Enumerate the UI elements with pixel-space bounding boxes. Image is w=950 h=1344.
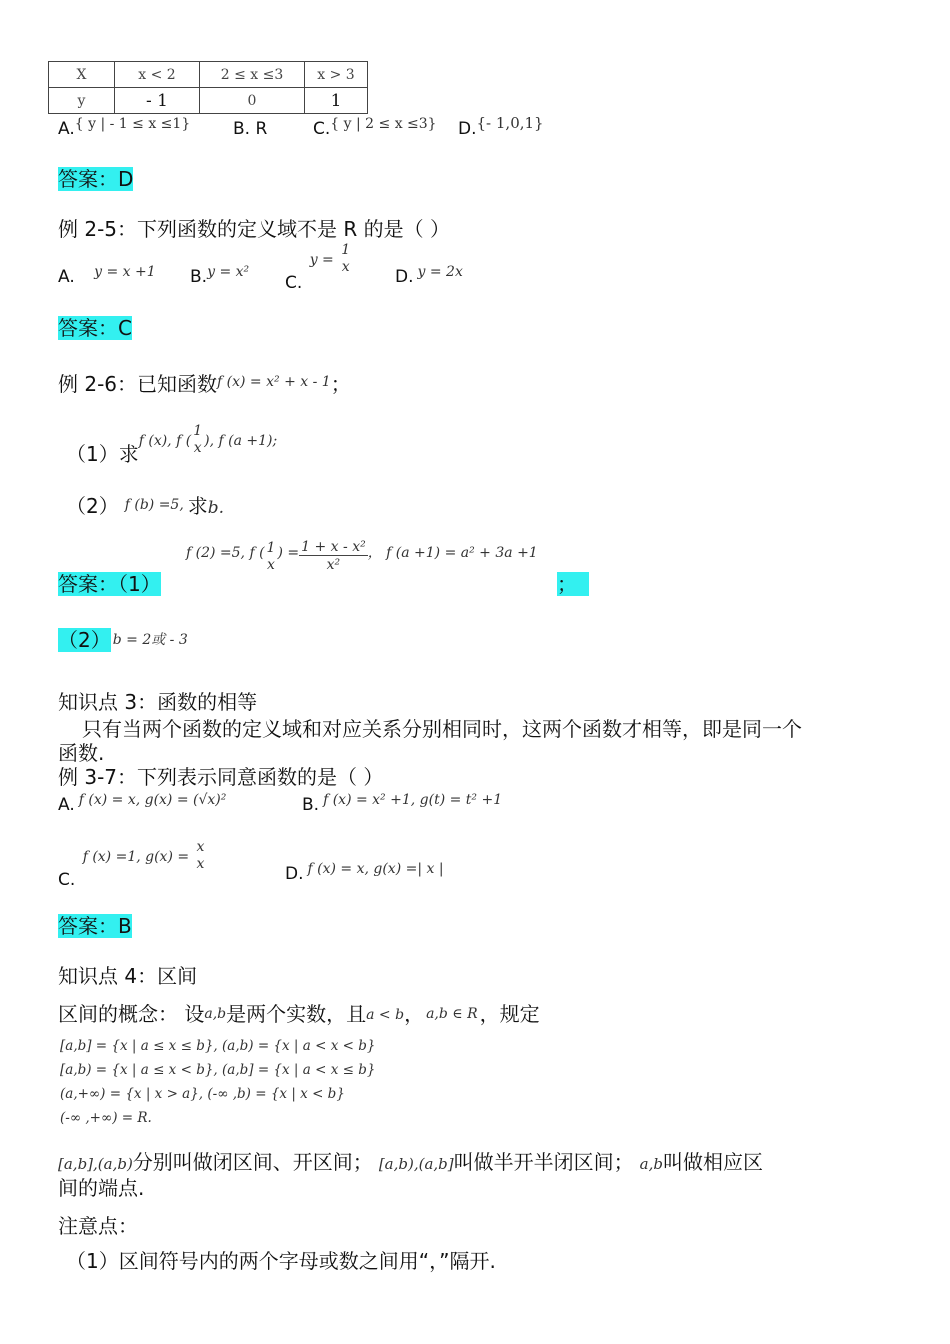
paragraph-line: 间的端点.	[58, 1176, 145, 1200]
option-c	[313, 116, 437, 139]
note-heading: 注意点：	[58, 1214, 138, 1238]
option-letter: A.	[58, 267, 75, 287]
option-c	[285, 242, 352, 293]
option-b	[190, 264, 250, 287]
table-cell: y	[49, 88, 115, 114]
answer-highlight: 答案：D	[58, 167, 134, 191]
fraction: x x	[196, 839, 205, 872]
option-expr: f (x) = x, g(x) =| x |	[307, 861, 444, 877]
example-2-5-title: 例 2-5：下列函数的定义域不是 R 的是（ ）	[58, 217, 450, 241]
answer-line	[58, 568, 161, 597]
option-d	[395, 264, 463, 287]
option-expr: y = x²	[207, 264, 250, 280]
option-expr: f (x) = x² +1, g(t) = t² +1	[323, 792, 503, 808]
table-cell: x > 3	[305, 62, 368, 88]
interval-definition: (-∞ ,+∞) = R.	[60, 1110, 152, 1126]
fraction: 1 x	[341, 242, 351, 275]
answer-highlight: ；	[557, 572, 589, 596]
option-letter: C.	[313, 119, 331, 139]
option-b	[302, 792, 503, 815]
option-letter: B.	[190, 267, 208, 287]
answer-line-end	[557, 568, 589, 597]
option-expr: y =	[309, 251, 334, 268]
option-letter: A.	[58, 795, 75, 815]
table-cell: 1	[305, 88, 368, 114]
interval-definition: [a,b) = {x | a ≤ x < b}, (a,b] = {x | a < x ≤ b}	[60, 1062, 376, 1078]
option-expr: y = x +1	[94, 264, 156, 280]
table-cell: - 1	[115, 88, 200, 114]
example-2-6-title: 例 2-6：已知函数$^{f (x) = x^2 + x - 1}$；	[58, 372, 351, 396]
option-expr: y = 2x	[417, 264, 463, 280]
answer-line	[58, 312, 132, 341]
option-expr: {- 1,0,1}	[476, 114, 544, 132]
value-table	[48, 61, 368, 114]
answer-highlight: 答案：B	[58, 914, 132, 938]
section-heading: 知识点 4：区间	[58, 964, 198, 988]
option-a	[58, 792, 227, 815]
option-letter: C.	[285, 272, 303, 293]
option-letter: A.	[58, 119, 75, 139]
option-letter: B. R	[233, 119, 268, 139]
table-row	[49, 88, 368, 114]
option-letter: D.	[285, 864, 304, 884]
paragraph-line: [a,b],(a,b)分别叫做闭区间、开区间； [a,b),(a,b]叫做半开半闭区间； a,b叫做相应区	[58, 1150, 763, 1174]
answer-highlight: 答案：（1）	[58, 572, 161, 596]
option-expr: f (x) = x, g(x) = (√x)²	[78, 792, 227, 808]
option-letter: B.	[302, 795, 320, 815]
example-2-6-part2: （2） $^{f (b) =5,}$ 求b.	[66, 494, 225, 518]
answer-line	[58, 910, 132, 939]
table-cell: X	[49, 62, 115, 88]
table-cell: x < 2	[115, 62, 200, 88]
option-expr: f (x) =1, g(x) =	[82, 848, 190, 865]
section-heading: 知识点 3：函数的相等	[58, 690, 258, 714]
example-2-6-part1: （1）求f (x), f ( 1 x ), f (a +1);	[66, 423, 278, 466]
option-letter: D.	[395, 267, 414, 287]
option-c	[58, 839, 206, 890]
option-d	[285, 861, 444, 884]
option-d	[458, 114, 544, 139]
table-cell: 2 ≤ x ≤3	[200, 62, 305, 88]
option-letter: D.	[458, 119, 477, 139]
answer-line	[58, 163, 133, 192]
answer-line: （2） b = 2或 - 3	[58, 628, 188, 652]
interval-definition: (a,+∞) = {x | x > a}, (-∞ ,b) = {x | x < b}	[60, 1086, 345, 1102]
answer-highlight: 答案：C	[58, 316, 132, 340]
answer-expression: f (2) =5, f ( 1 x ) = $\frac{\text{1 + x - x²}}{\text{x²}}$ ， f (a +1) = a² + 3a +1	[186, 539, 538, 573]
interval-definition: [a,b] = {x | a ≤ x ≤ b}, (a,b) = {x | a < x < b}	[60, 1038, 376, 1054]
option-expr: { y | 2 ≤ x ≤3}	[330, 116, 437, 132]
option-a	[58, 264, 156, 287]
interval-concept: 区间的概念： 设a,b是两个实数，且a < b， a,b ∈ R ，规定	[58, 1002, 540, 1026]
example-3-7-title: 例 3-7：下列表示同意函数的是（ ）	[58, 765, 384, 789]
paragraph-line: 只有当两个函数的定义域和对应关系分别相同时，这两个函数才相等，即是同一个	[82, 717, 802, 741]
option-letter: C.	[58, 869, 76, 890]
fraction: 1 x	[266, 539, 276, 573]
fraction: 1 x	[193, 423, 203, 456]
table-cell: 0	[200, 88, 305, 114]
table-row	[49, 62, 368, 88]
option-a	[58, 116, 191, 139]
note-item: （1）区间符号内的两个字母或数之间用“，”隔开.	[66, 1249, 496, 1273]
paragraph-line: 函数.	[58, 741, 105, 765]
fraction: $\frac{\text{1 + x - x²}}{\text{x²}}$	[301, 539, 366, 573]
option-expr: { y | - 1 ≤ x ≤1}	[74, 116, 191, 132]
option-b	[233, 119, 267, 139]
answer-highlight: （2）	[58, 628, 111, 652]
